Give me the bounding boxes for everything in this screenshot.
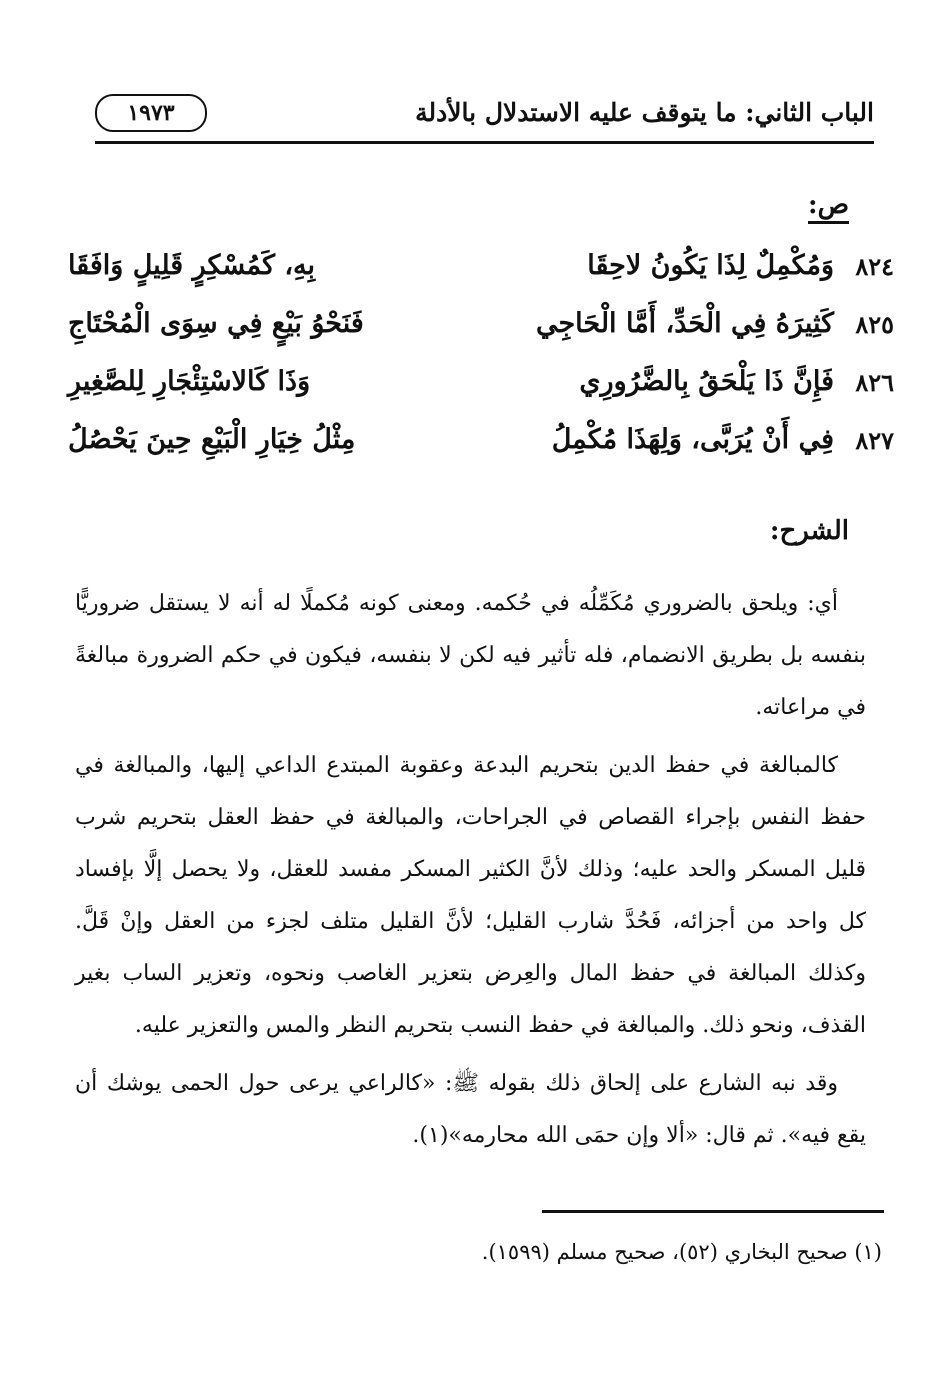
footnote-divider	[542, 1210, 884, 1213]
verse-number: ٨٢٤	[855, 252, 894, 281]
commentary-body	[75, 578, 866, 1168]
text-section-heading: ص:	[808, 190, 849, 224]
verse-second-hemistich: مِثْلُ خِيَارِ الْبَيْعِ حِينَ يَحْصُلُ	[68, 424, 356, 455]
verse-row	[68, 420, 894, 478]
running-header	[95, 92, 874, 144]
verse-first-hemistich: وَمُكْمِلٌ لِذَا يَكُونُ لاحِقَا	[587, 250, 834, 281]
commentary-paragraph: كالمبالغة في حفظ الدين بتحريم البدعة وعقوبة المبتدع الداعي إليها، والمبالغة في حفظ النفس بإجراء القصاص في الجراحات، والمبالغة في حفظ العقل بتحريم شرب قليل المسكر والحد عليه؛ وذلك لأنَّ الكثير المسكر مفسد للعقل، ولا يحصل إلَّا بإفساد كل واحد من أجزائه، فَحُدَّ شارب القليل؛ لأنَّ القليل متلف لجزء من العقل وإنْ قَلَّ. وكذلك المبالغة في حفظ المال والعِرض بتعزير الغاصب ونحوه، وتعزير الساب بغير القذف، ونحو ذلك. والمبالغة في حفظ النسب بتحريم النظر والمس والتعزير عليه.	[75, 753, 866, 1038]
chapter-title: الباب الثاني: ما يتوقف عليه الاستدلال بالأدلة	[415, 98, 874, 127]
verse-number: ٨٢٦	[855, 368, 894, 397]
verse-second-hemistich: وَذَا كَالاسْتِئْجَارِ لِلصَّغِيرِ	[68, 366, 311, 397]
verse-number: ٨٢٥	[855, 310, 894, 339]
verse-row	[68, 246, 894, 304]
verse-first-hemistich: كَثِيرَهُ فِي الْحَدِّ، أَمَّا الْحَاجِي	[535, 308, 834, 339]
verse-first-hemistich: فَإِنَّ ذَا يَلْحَقُ بِالضَّرُورِي	[579, 366, 834, 397]
commentary-heading: الشرح:	[769, 516, 849, 546]
verse-second-hemistich: بِهِ، كَمُسْكِرٍ قَلِيلٍ وَافَقَا	[68, 250, 316, 281]
verse-row	[68, 304, 894, 362]
verse-number: ٨٢٧	[855, 426, 894, 455]
verse-row	[68, 362, 894, 420]
footnote: (١) صحيح البخاري (٥٢)، صحيح مسلم (١٥٩٩).	[481, 1240, 882, 1264]
header-divider	[95, 141, 874, 144]
commentary-paragraph: وقد نبه الشارع على إلحاق ذلك بقوله ﷺ: «كالراعي يرعى حول الحمى يوشك أن يقع فيه». ثم قال: «ألا وإن حمَى الله محارمه»(١).	[75, 1071, 866, 1148]
verse-first-hemistich: فِي أَنْ يُرَبَّى، وَلِهَذَا مُكْمِلُ	[551, 424, 834, 455]
verse-second-hemistich: فَنَحْوُ بَيْعٍ فِي سِوَى الْمُحْتَاجِ	[68, 308, 364, 339]
verse-block	[68, 246, 894, 478]
commentary-paragraph: أي: ويلحق بالضروري مُكَمِّلُه في حُكمه. ومعنى كونه مُكملًا له أنه لا يستقل ضروريًّا بنفسه بل بطريق الانضمام، فله تأثير فيه لكن لا بنفسه، فيكون في حكم الضرورة مبالغةً في مراعاته.	[75, 591, 866, 720]
page-number: ١٩٧٣	[95, 94, 207, 132]
